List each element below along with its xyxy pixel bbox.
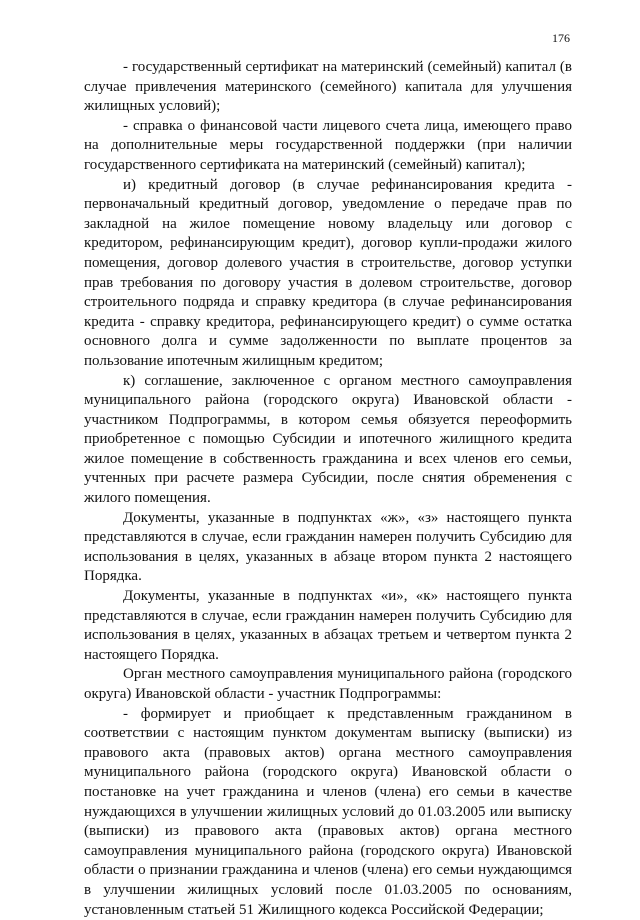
paragraph-documents-i-k: Документы, указанные в подпунктах «и», «к» настоящего пункта представляются в случае, если гражданин намерен получить Субсидию для использования в целях, указанных в абзацах третьем и четвертом пункта 2 настоящего Порядка. bbox=[84, 588, 572, 663]
paragraph-documents-zh-z: Документы, указанные в подпунктах «ж», «з» настоящего пункта представляются в случае, если гражданин намерен получить Субсидию для использования в целях, указанных в абзаце втором пункта 2 настоящего Порядка. bbox=[84, 509, 572, 585]
document-body bbox=[84, 58, 572, 920]
paragraph-item-k-agreement: к) соглашение, заключенное с органом местного самоуправления муниципального района (городского округа) Ивановской области - участником Подпрограммы, в котором семья обязуется переоформить приобретенное с помощью Субсидии и ипотечного жилищного кредита жилое помещение в собственность гражданина и всех членов его семьи, учтенных при расчете размера Субсидии, после снятия обременения с жилого помещения. bbox=[84, 372, 572, 507]
paragraph-account-statement: - справка о финансовой части лицевого счета лица, имеющего право на дополнительные меры государственной поддержки (при наличии государственного сертификата на материнский (семейный) капитал); bbox=[84, 117, 572, 173]
page-number: 176 bbox=[552, 31, 570, 45]
paragraph-forms-extract: - формирует и приобщает к представленным гражданином в соответствии с настоящим пунктом документам выписку (выписки) из правового акта (правовых актов) органа местного самоуправления муниципального района (городского округа) Ивановской области о постановке на учет гражданина и членов (члена) его семьи в качестве нуждающихся в улучшении жилищных условий до 01.03.2005 или выписку (выписки) из правового акта (правовых актов) органа местного самоуправления муниципального района (городского округа) Ивановской области о признании гражданина и членов (члена) его семьи нуждающимся в улучшении жилищных условий после 01.03.2005 по основаниям, установленным статьей 51 Жилищного кодекса Российской Федерации; bbox=[84, 705, 572, 918]
paragraph-maternity-certificate: - государственный сертификат на материнский (семейный) капитал (в случае привлечения материнского (семейного) капитала для улучшения жилищных условий); bbox=[84, 59, 572, 115]
paragraph-local-authority: Орган местного самоуправления муниципального района (городского округа) Ивановской области - участник Подпрограммы: bbox=[84, 666, 572, 702]
paragraph-item-i-credit-agreement: и) кредитный договор (в случае рефинансирования кредита - первоначальный кредитный договор, уведомление о передаче прав по закладной на жилое помещение новому владельцу или договор с кредитором, рефинансирующим кредит), договор купли-продажи жилого помещения, договор долевого участия в строительстве, договор уступки прав требования по договору участия в долевом строительстве, договор строительного подряда и справку кредитора (в случае рефинансирования кредита - справку кредитора, рефинансирующего кредит) о сумме остатка основного долга и сумме задолженности по выплате процентов за пользование ипотечным жилищным кредитом; bbox=[84, 176, 572, 369]
